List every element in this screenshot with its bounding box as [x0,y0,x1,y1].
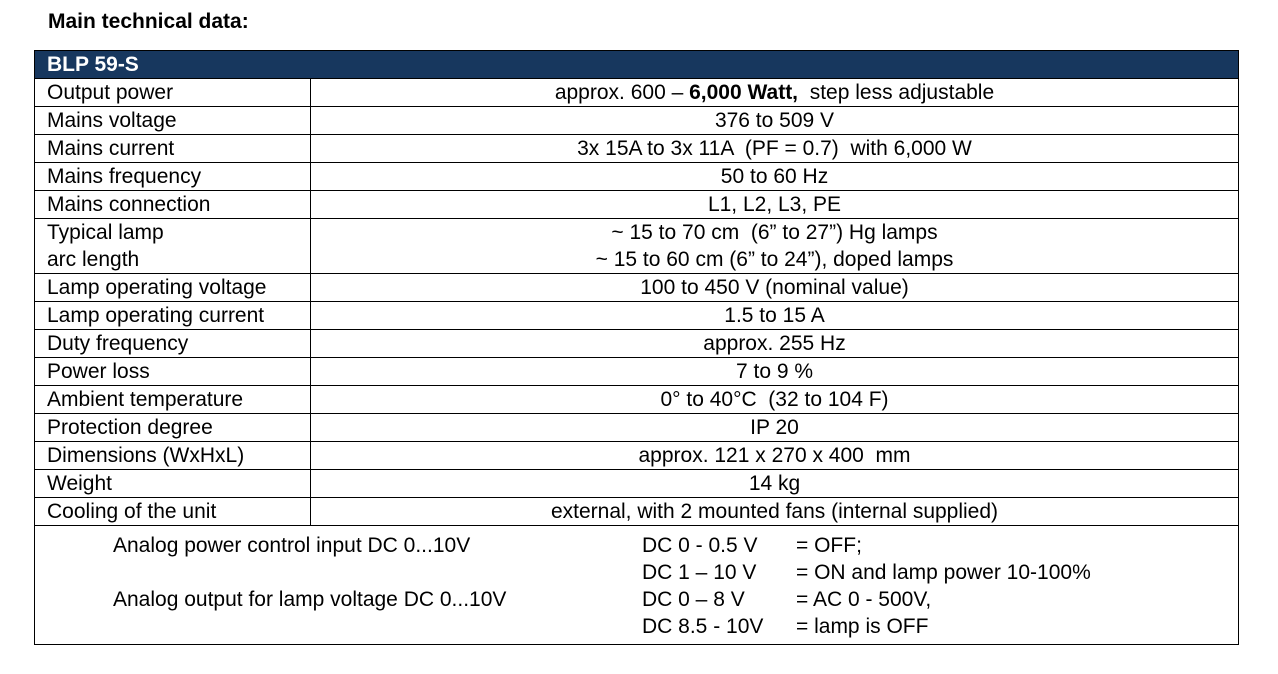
analog-range: DC 0 – 8 V [642,588,745,611]
row-value: approx. 121 x 270 x 400 mm [311,442,1239,470]
analog-meaning: = AC 0 - 500V, [796,588,932,611]
row-value: L1, L2, L3, PE [311,191,1239,219]
row-label: Mains frequency [35,163,311,191]
table-row [35,386,1239,414]
row-value: 376 to 509 V [311,107,1239,135]
row-value: 7 to 9 % [311,358,1239,386]
analog-meaning: = OFF; [796,534,862,557]
row-value: 3x 15A to 3x 11A (PF = 0.7) with 6,000 W [311,135,1239,163]
value-text: step less adjustable [798,81,995,104]
value-text: approx. 600 – [554,81,690,104]
table-row [35,498,1239,526]
row-value: approx. 255 Hz [311,330,1239,358]
table-row [35,191,1239,219]
row-label: Mains voltage [35,107,311,135]
table-row [35,358,1239,386]
analog-range: DC 8.5 - 10V [642,615,764,638]
spec-table [34,50,1239,645]
row-value [311,79,1239,107]
table-row [35,274,1239,302]
row-label: Weight [35,470,311,498]
analog-cell [35,526,1239,645]
analog-meaning: = ON and lamp power 10-100% [796,561,1091,584]
table-row [35,414,1239,442]
table-row [35,330,1239,358]
analog-output-label: Analog output for lamp voltage DC 0...10V [113,588,507,611]
table-title-row [35,51,1239,79]
row-label-line: arc length [47,248,140,271]
row-label: Duty frequency [35,330,311,358]
row-label [35,219,311,274]
analog-range: DC 0 - 0.5 V [642,534,758,557]
page-heading: Main technical data: [48,10,249,33]
row-value: 50 to 60 Hz [311,163,1239,191]
row-value-line: ~ 15 to 70 cm (6” to 27”) Hg lamps [611,221,938,244]
row-label: Mains connection [35,191,311,219]
table-row [35,79,1239,107]
row-value: IP 20 [311,414,1239,442]
analog-meaning: = lamp is OFF [796,615,929,638]
table-row [35,163,1239,191]
row-label: Power loss [35,358,311,386]
analog-input-label: Analog power control input DC 0...10V [113,534,471,557]
row-label: Protection degree [35,414,311,442]
row-value: 14 kg [311,470,1239,498]
analog-box [35,526,1238,644]
row-label: Mains current [35,135,311,163]
row-label: Lamp operating current [35,302,311,330]
table-row [35,442,1239,470]
row-value: 1.5 to 15 A [311,302,1239,330]
row-label: Cooling of the unit [35,498,311,526]
value-bold: 6,000 Watt, [689,81,799,104]
row-label-line: Typical lamp [47,221,164,244]
row-label: Output power [35,79,311,107]
table-row [35,470,1239,498]
table-row [35,302,1239,330]
analog-section [35,526,1239,645]
row-value: 100 to 450 V (nominal value) [311,274,1239,302]
row-value: 0° to 40°C (32 to 104 F) [311,386,1239,414]
row-label: Dimensions (WxHxL) [35,442,311,470]
analog-range: DC 1 – 10 V [642,561,757,584]
row-value-line: ~ 15 to 60 cm (6” to 24”), doped lamps [595,248,954,271]
row-label: Ambient temperature [35,386,311,414]
row-value: external, with 2 mounted fans (internal supplied) [311,498,1239,526]
model-title: BLP 59-S [35,51,1239,79]
row-label: Lamp operating voltage [35,274,311,302]
table-row [35,107,1239,135]
table-row [35,135,1239,163]
table-row [35,219,1239,274]
row-value [311,219,1239,274]
